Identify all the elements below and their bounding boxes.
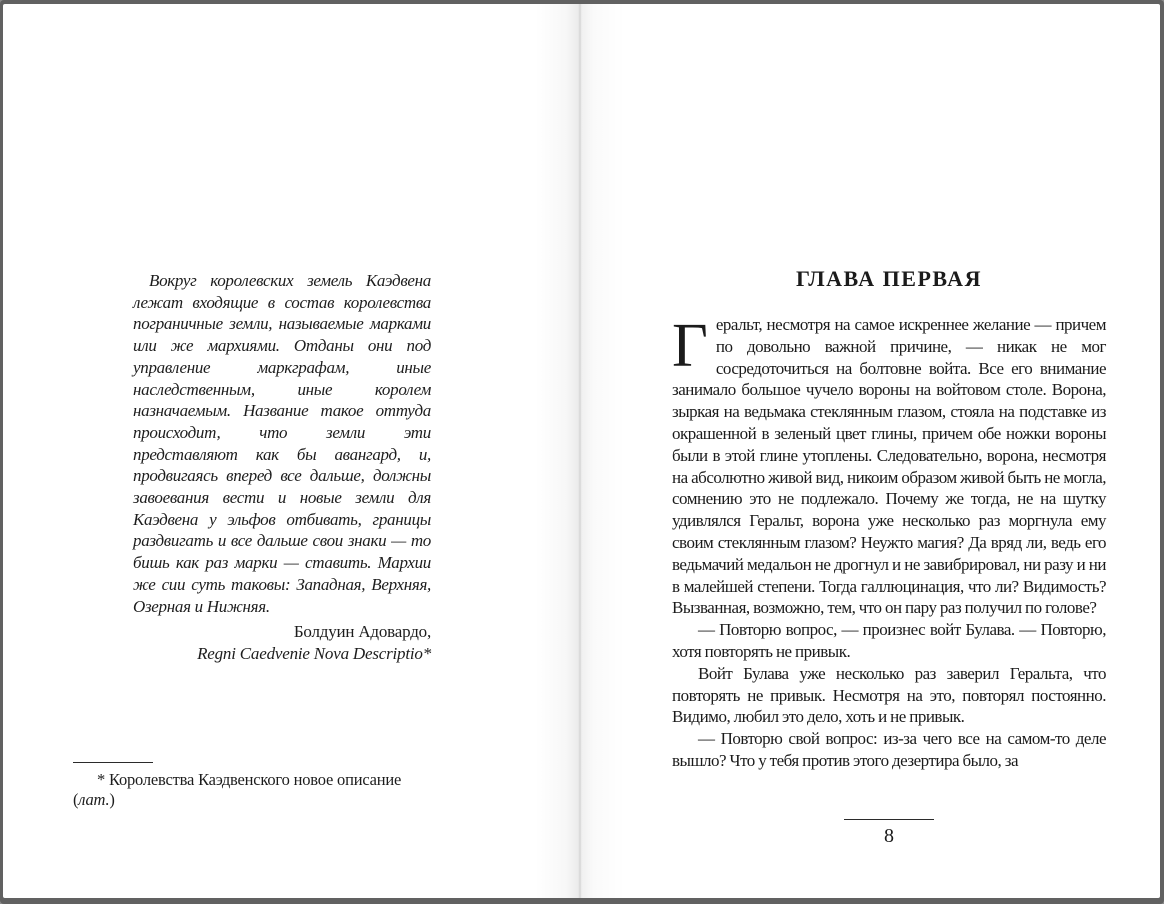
epigraph-block (133, 270, 431, 664)
footnote-rule (73, 762, 153, 763)
epigraph-text: Вокруг королевских земель Каэдвена лежат входящие в состав королевства пограничные земли, называемые марками или же мархиями. Отданы они под управление маркграфам, иные наследственным, иные королем назначаемым. Название такое оттуда происходит, что земли эти представляют как бы авангард, и, продвигаясь вперед все дальше, должны завоевания вести и новые земли для Каэдвена у эльфов отбивать, границы раздвигать и все дальше свои знаки — то бишь как раз марки — ставить. Мархии же сии суть таковы: Западная, Верхняя, Озерная и Нижняя. (133, 271, 431, 616)
drop-cap: Г (672, 312, 708, 380)
right-page (580, 4, 1160, 898)
paragraph-text: еральт, несмотря на самое искреннее желание — причем по довольно важной причине, — никак не мог сосредоточиться на болтовне войта. Все его внимание занимало большое чучело вороны на войтовом столе. Ворона, зыркая на ведьмака стеклянным глазом, стояла на подставке из окрашенной в зеленый цвет глины, причем обе ножки вороны были в этой глине утоплены. Следовательно, ворона, несмотря на абсолютно живой вид, никоим образом живой быть не могла, сомнению это не подлежало. Почему же тогда, не на шутку удивлялся Геральт, ворона уже несколько раз моргнула ему своим стеклянным глазом? Неужто магия? Да вряд ли, ведь его ведьмачий медальон не дрогнул и не завибрировал, ни разу и ни в малейшей степени. Тогда галлюцинация, что ли? Видимость? Вызванная, возможно, тем, что он пару раз получил по голове? (672, 315, 1106, 618)
page-number-rule (844, 819, 934, 820)
footnote-text-main: * Королевства Каэдвенского новое описание ( (73, 770, 402, 809)
book-spread (3, 4, 1160, 898)
footnote-lang-label: лат. (78, 790, 110, 809)
footnote-text (73, 770, 431, 810)
body-paragraph: — Повторю вопрос, — произнес войт Булава. — Повторю, хотя повторять не привык. (672, 620, 1106, 661)
epigraph-source: Regni Caedvenie Nova Descriptio* (197, 643, 431, 663)
epigraph-author: Болдуин Адовардо, (293, 622, 431, 642)
footnote-block (73, 762, 431, 810)
chapter-title: ГЛАВА ПЕРВАЯ (796, 266, 982, 291)
left-page (3, 4, 580, 898)
epigraph-attribution (133, 621, 431, 664)
text-column (672, 266, 1106, 848)
page-footer (672, 807, 1106, 848)
body-paragraph (672, 314, 1106, 619)
body-paragraph: — Повторю свой вопрос: из-за чего все на самом-то деле вышло? Что у тебя против этого дезертира было, за (672, 729, 1106, 770)
body-paragraph: Войт Булава уже несколько раз заверил Геральта, что повторять не привык. Несмотря на это, повторял постоянно. Видимо, любил это дело, хоть и не привык. (672, 663, 1106, 727)
page-number: 8 (884, 825, 894, 847)
footnote-text-close: ) (109, 790, 115, 809)
